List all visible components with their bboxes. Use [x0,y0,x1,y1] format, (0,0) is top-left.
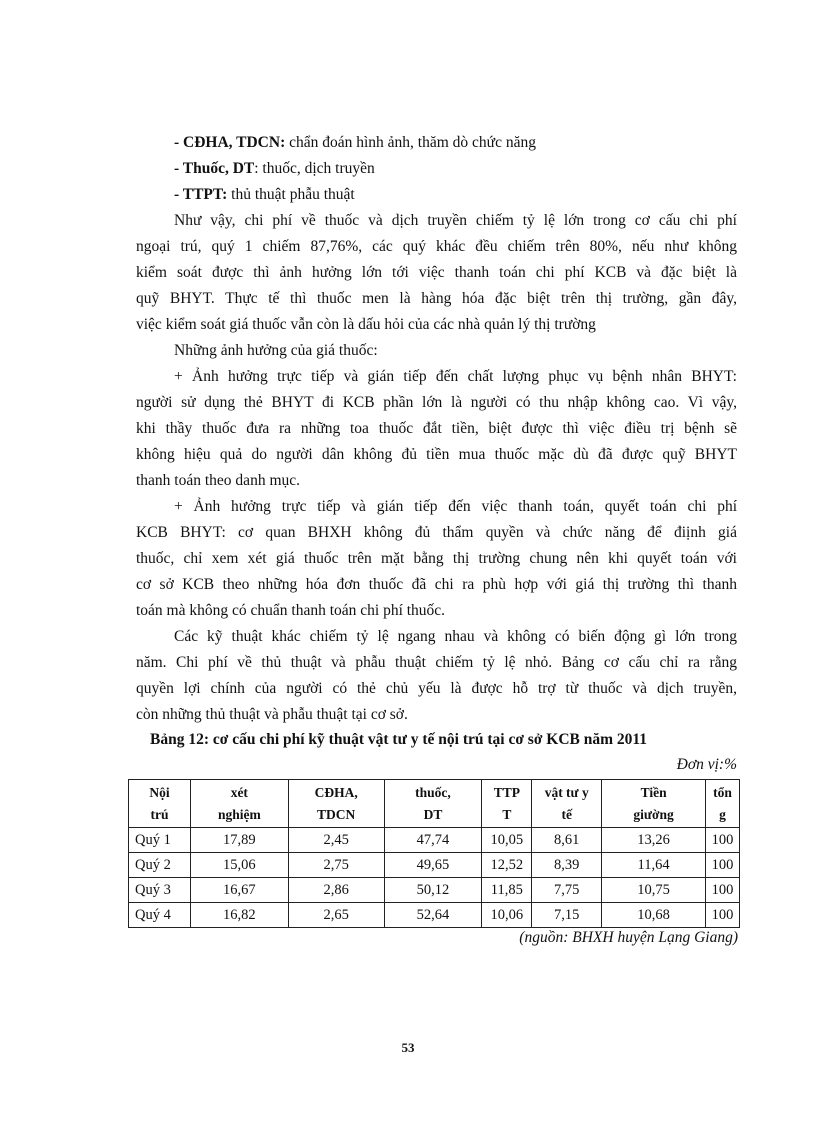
table-cell: 52,64 [384,903,482,928]
table-cell: Quý 1 [129,828,191,853]
table-cell: 100 [705,878,739,903]
table-cell: 11,85 [482,878,532,903]
table-row [129,878,740,903]
definition-ttpt: - TTPT: thủ thuật phẫu thuật [174,186,355,203]
header-cdha-tdcn: CĐHA, TDCN [288,780,384,828]
table-cell: 47,74 [384,828,482,853]
table-caption: Bảng 12: cơ cấu chi phí kỹ thuật vật tư y tế nội trú tại cơ sở KCB năm 2011 [150,731,648,748]
paragraph3-line: KCB BHYT: cơ quan BHXH không đủ thẩm quyền và chức năng để điịnh giá [136,524,737,541]
effects-heading: Những ảnh hưởng của giá thuốc: [174,342,378,359]
table-cell: 2,86 [288,878,384,903]
table-unit: Đơn vị:% [676,756,737,773]
header-thuoc-dt: thuốc, DT [384,780,482,828]
table-row [129,903,740,928]
paragraph2-line: + Ảnh hưởng trực tiếp và gián tiếp đến chất lượng phục vụ bệnh nhân BHYT: [174,368,737,385]
paragraph1-line: kiểm soát được thì ảnh hưởng lớn tới việc thanh toán chi phí KCB và đặc biệt là [136,264,737,281]
table-cell: 100 [705,828,739,853]
paragraph1-line: quỹ BHYT. Thực tế thì thuốc men là hàng hóa đặc biệt trên thị trường, gần đây, [136,290,737,307]
table-cell: 50,12 [384,878,482,903]
table-cell: Quý 2 [129,853,191,878]
paragraph4-line: năm. Chi phí về thủ thuật và phẫu thuật chiếm tỷ lệ nhỏ. Bảng cơ cấu chỉ ra rằng [136,654,737,671]
paragraph3-line: thuốc, chỉ xem xét giá thuốc trên mặt bằng thị trường chung nên khi quyết toán với [136,550,737,567]
definition-thuoc: - Thuốc, DT: thuốc, dịch truyền [174,160,375,177]
table-header-row [129,780,740,828]
table-source: (nguồn: BHXH huyện Lạng Giang) [519,929,738,946]
paragraph1-line: ngoại trú, quý 1 chiếm 87,76%, các quý khác đều chiếm trên 80%, nếu như không [136,238,737,255]
table-cell: 10,68 [602,903,706,928]
paragraph2-line: không hiệu quả do người dân không đủ tiền mua thuốc mặc dù đã được quỹ BHYT [136,446,737,463]
table-row [129,853,740,878]
table-cell: 7,75 [532,878,602,903]
page-number: 53 [401,1040,415,1055]
table-cell: 100 [705,903,739,928]
table-cell: 13,26 [602,828,706,853]
paragraph2-line: khi thầy thuốc đưa ra những toa thuốc đắt tiền, biệt được thì việc điều trị bệnh sẽ [136,420,737,437]
table-cell: 16,82 [190,903,288,928]
table-cell: 11,64 [602,853,706,878]
paragraph4-line: còn những thủ thuật và phẫu thuật tại cơ sở. [136,706,408,723]
table-cell: 100 [705,853,739,878]
paragraph3-line: toán mà không có chuẩn thanh toán chi phí thuốc. [136,602,446,619]
table-cell: Quý 3 [129,878,191,903]
table-cell: 10,06 [482,903,532,928]
cost-structure-table [128,779,740,928]
table-cell: Quý 4 [129,903,191,928]
definition-cdha: - CĐHA, TDCN: chẩn đoán hình ảnh, thăm dò chức năng [174,134,536,151]
table-cell: 12,52 [482,853,532,878]
header-vat-tu-y-te: vật tư y tế [532,780,602,828]
table-cell: 10,75 [602,878,706,903]
paragraph2-line: người sử dụng thẻ BHYT đi KCB phần lớn là người có thu nhập không cao. Vì vậy, [136,394,737,411]
table-cell: 16,67 [190,878,288,903]
header-tong: tổn g [705,780,739,828]
table-cell: 15,06 [190,853,288,878]
table-cell: 7,15 [532,903,602,928]
paragraph2-line: thanh toán theo danh mục. [136,472,300,489]
table-cell: 49,65 [384,853,482,878]
table-row [129,828,740,853]
header-noi-tru: Nội trú [129,780,191,828]
paragraph1-line: Như vậy, chi phí về thuốc và dịch truyền chiếm tỷ lệ lớn trong cơ cấu chi phí [174,212,737,229]
table-cell: 8,61 [532,828,602,853]
header-tien-giuong: Tiền giường [602,780,706,828]
table-cell: 2,75 [288,853,384,878]
table-cell: 2,45 [288,828,384,853]
paragraph4-line: quyền lợi chính của người có thẻ chủ yếu là được hỗ trợ từ thuốc và dịch truyền, [136,680,737,697]
paragraph1-line: việc kiểm soát giá thuốc vẫn còn là dấu hỏi của các nhà quản lý thị trường [136,316,596,333]
table-cell: 17,89 [190,828,288,853]
paragraph4-line: Các kỹ thuật khác chiếm tỷ lệ ngang nhau và không có biến động gì lớn trong [174,628,737,645]
table-cell: 8,39 [532,853,602,878]
table-cell: 10,05 [482,828,532,853]
header-xet-nghiem: xét nghiệm [190,780,288,828]
table-cell: 2,65 [288,903,384,928]
paragraph3-line: + Ảnh hưởng trực tiếp và gián tiếp đến việc thanh toán, quyết toán chi phí [174,498,737,515]
paragraph3-line: cơ sở KCB theo những hóa đơn thuốc đã chi ra phù hợp với giá thị trường thì thanh [136,576,737,593]
header-ttpt: TTP T [482,780,532,828]
